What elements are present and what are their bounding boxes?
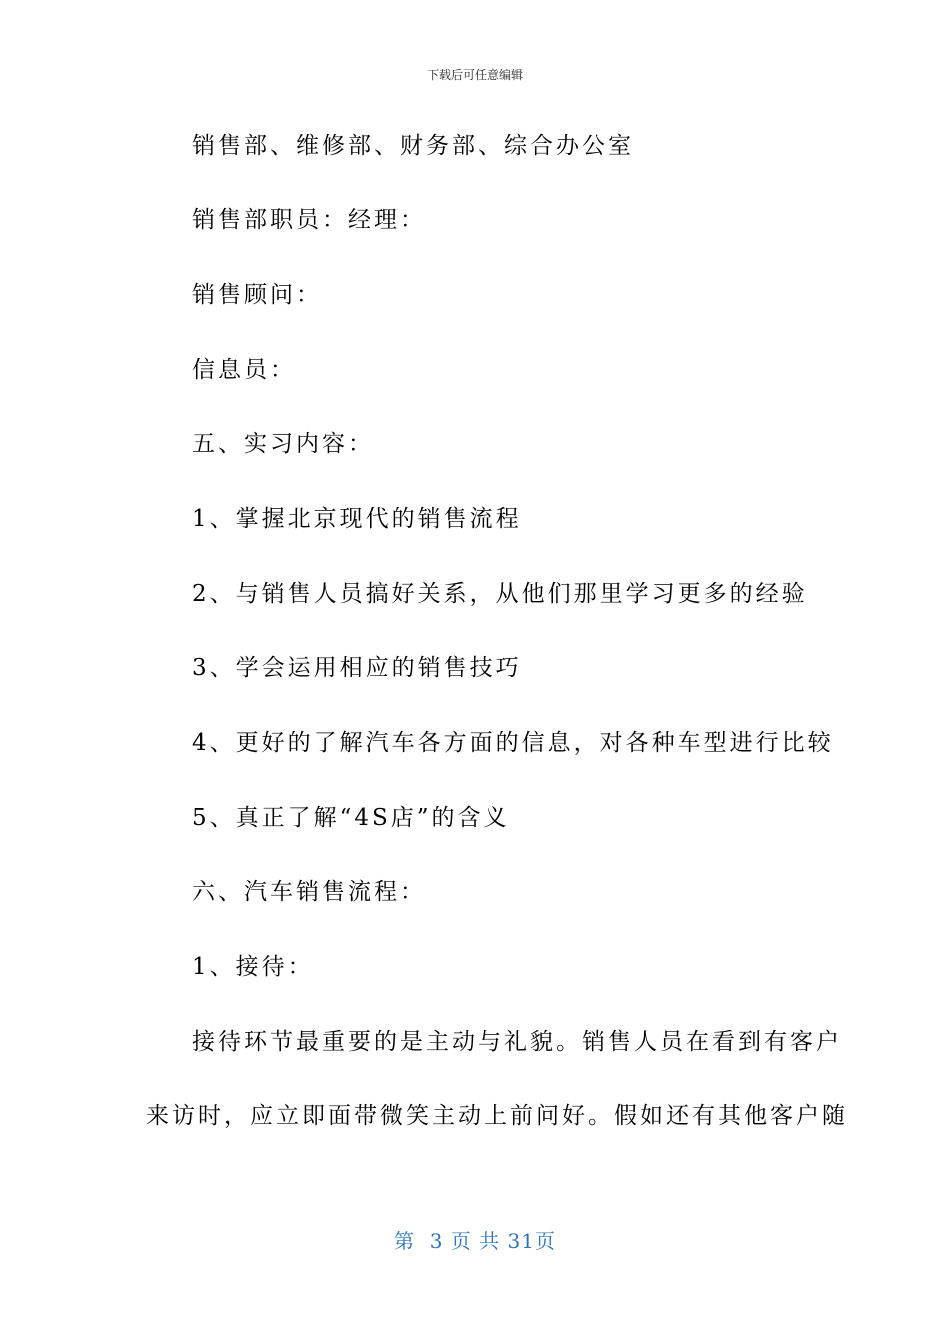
text-line: 销售顾问： [192,282,322,308]
text-line: 销售部、维修部、财务部、综合办公室 [192,133,634,159]
page-number: 第 3 页 共 31页 [394,1229,556,1253]
list-item: 5、真正了解“4S店”的含义 [192,805,510,831]
list-item: 2、与销售人员搞好关系，从他们那里学习更多的经验 [192,581,808,607]
list-item: 3、学会运用相应的销售技巧 [192,655,522,681]
text-line: 销售部职员：经理： [192,207,426,233]
list-item: 1、掌握北京现代的销售流程 [192,506,522,532]
section-heading: 六、汽车销售流程： [192,879,426,905]
paragraph-line: 来访时，应立即面带微笑主动上前问好。假如还有其他客户随 [146,1103,848,1129]
text-line: 信息员： [192,357,296,383]
section-heading: 五、实习内容： [192,431,374,457]
paragraph-line: 接待环节最重要的是主动与礼貌。销售人员在看到有客户 [192,1029,842,1055]
list-item: 1、接待： [192,954,314,980]
header-note: 下载后可任意编辑 [426,68,523,82]
list-item: 4、更好的了解汽车各方面的信息，对各种车型进行比较 [192,730,834,756]
